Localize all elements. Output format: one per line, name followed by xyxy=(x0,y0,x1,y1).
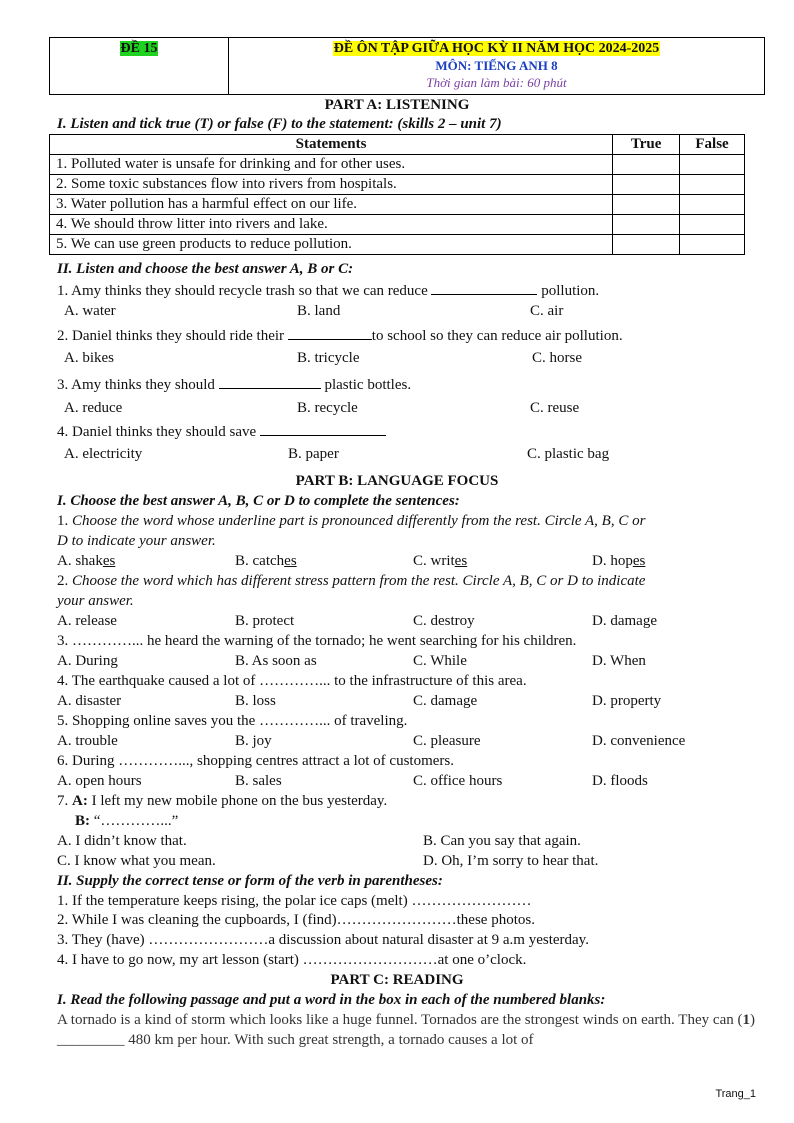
option[interactable]: D. floods xyxy=(592,773,648,789)
mc-q4: 4. The earthquake caused a lot of …………... to the infrastructure of this area. xyxy=(57,673,527,689)
q1-text: 1. Amy thinks they should recycle trash so that we can reduce xyxy=(57,283,428,299)
part-b-title: PART B: LANGUAGE FOCUS xyxy=(295,473,499,489)
blank-number: 1 xyxy=(742,1012,750,1028)
option[interactable]: C. horse xyxy=(532,350,582,366)
option[interactable]: B. tricycle xyxy=(297,350,360,366)
false-checkbox-cell[interactable] xyxy=(680,215,745,235)
mc-q2-line2: your answer. xyxy=(57,593,134,609)
q2-text-end: to school so they can reduce air pollution. xyxy=(371,328,623,344)
passage-text: A tornado is a kind of storm which looks like a huge funnel. Tornados are the strongest winds on earth. They can ( xyxy=(57,1012,743,1028)
verb-q4: 4. I have to go now, my art lesson (start) ………………………at one o’clock. xyxy=(57,952,527,968)
option[interactable]: A. reduce xyxy=(64,400,123,416)
answer-blank[interactable] xyxy=(260,421,386,436)
mc-q1-line1 xyxy=(57,511,645,531)
verb-q2: 2. While I was cleaning the cupboards, I (find)……………………these photos. xyxy=(57,912,535,928)
option[interactable]: C. destroy xyxy=(413,613,475,629)
option[interactable]: A. trouble xyxy=(57,733,118,749)
option[interactable]: B. Can you say that again. xyxy=(423,833,581,849)
q1-number: 1. xyxy=(57,513,69,529)
mc-q6: 6. During …………..., shopping centres attract a lot of customers. xyxy=(57,753,455,769)
q1-instruction: Choose the word whose underline part is pronounced differently from the rest. Circle A, B, C or xyxy=(72,513,646,529)
statement-cell: 2. Some toxic substances flow into rivers from hospitals. xyxy=(50,175,613,195)
speaker-a-text: I left my new mobile phone on the bus yesterday. xyxy=(91,793,388,809)
q3-text: 3. Amy thinks they should xyxy=(57,377,215,393)
mc-q3: 3. …………... he heard the warning of the tornado; he went searching for his children. xyxy=(57,633,577,649)
true-checkbox-cell[interactable] xyxy=(613,215,680,235)
answer-blank[interactable] xyxy=(431,280,537,295)
exam-subject: MÔN: TIẾNG ANH 8 xyxy=(435,58,558,73)
option[interactable]: C. While xyxy=(413,653,467,669)
mc-q1-line2: D to indicate your answer. xyxy=(57,533,216,549)
option[interactable]: B. protect xyxy=(235,613,295,629)
option[interactable]: D. hopes xyxy=(592,553,646,569)
listening-q2 xyxy=(57,325,623,346)
speaker-b-text: “…………...” xyxy=(93,813,179,829)
statement-cell: 3. Water pollution has a harmful effect on our life. xyxy=(50,195,613,215)
speaker-b-label: B: xyxy=(75,813,90,829)
mc-q7-line-a xyxy=(57,791,387,811)
false-checkbox-cell[interactable] xyxy=(680,235,745,255)
statements-table xyxy=(49,134,745,255)
passage-text-cont: ) _________ 480 km per hour. With such great strength, a tornado causes a lot of xyxy=(57,1012,755,1048)
mc-q7-line-b xyxy=(75,811,178,831)
exam-time: Thời gian làm bài: 60 phút xyxy=(426,75,567,90)
option[interactable]: B. loss xyxy=(235,693,276,709)
table-header-row xyxy=(50,135,745,155)
exam-title: ĐỀ ÔN TẬP GIỮA HỌC KỲ II NĂM HỌC 2024-2025 xyxy=(333,41,660,56)
part-a-title: PART A: LISTENING xyxy=(324,97,470,113)
option[interactable]: A. I didn’t know that. xyxy=(57,833,187,849)
option[interactable]: B. land xyxy=(297,303,341,319)
true-checkbox-cell[interactable] xyxy=(613,175,680,195)
q3-text-end: plastic bottles. xyxy=(324,377,412,393)
q1-text-end: pollution. xyxy=(541,283,600,299)
part-a-section2-title: II. Listen and choose the best answer A, B or C: xyxy=(57,261,354,277)
option[interactable]: A. water xyxy=(64,303,116,319)
part-c-title: PART C: READING xyxy=(330,972,464,988)
listening-q4 xyxy=(57,421,386,442)
option[interactable]: D. property xyxy=(592,693,662,709)
true-checkbox-cell[interactable] xyxy=(613,195,680,215)
option[interactable]: A. disaster xyxy=(57,693,122,709)
header-box xyxy=(49,37,765,95)
option[interactable]: C. damage xyxy=(413,693,478,709)
option[interactable]: C. pleasure xyxy=(413,733,481,749)
answer-blank[interactable] xyxy=(219,374,321,389)
table-row xyxy=(50,235,745,255)
false-checkbox-cell[interactable] xyxy=(680,175,745,195)
option[interactable]: A. shakes xyxy=(57,553,116,569)
true-checkbox-cell[interactable] xyxy=(613,235,680,255)
page-number: Trang_1 xyxy=(715,1088,756,1100)
col-false: False xyxy=(680,135,745,155)
statement-cell: 4. We should throw litter into rivers and lake. xyxy=(50,215,613,235)
table-row xyxy=(50,155,745,175)
col-true: True xyxy=(613,135,680,155)
option[interactable]: D. damage xyxy=(592,613,657,629)
option[interactable]: C. reuse xyxy=(530,400,580,416)
listening-q1 xyxy=(57,280,599,301)
verb-q1: 1. If the temperature keeps rising, the polar ice caps (melt) …………………… xyxy=(57,893,532,909)
option[interactable]: D. When xyxy=(592,653,646,669)
col-statements: Statements xyxy=(50,135,613,155)
q2-instruction: Choose the word which has different stress pattern from the rest. Circle A, B, C or D to indicate xyxy=(72,573,646,589)
option[interactable]: A. bikes xyxy=(64,350,114,366)
table-row xyxy=(50,175,745,195)
verb-q3: 3. They (have) ……………………a discussion about natural disaster at 9 a.m yesterday. xyxy=(57,932,589,948)
listening-q3 xyxy=(57,374,411,395)
option[interactable]: B. recycle xyxy=(297,400,358,416)
speaker-a-label: A: xyxy=(72,793,88,809)
exam-code: ĐỀ 15 xyxy=(120,41,158,56)
true-checkbox-cell[interactable] xyxy=(613,155,680,175)
statement-cell: 5. We can use green products to reduce pollution. xyxy=(50,235,613,255)
option[interactable]: C. air xyxy=(530,303,564,319)
option[interactable]: B. catches xyxy=(235,553,297,569)
option[interactable]: C. plastic bag xyxy=(527,446,610,462)
q2-number: 2. xyxy=(57,573,69,589)
option[interactable]: A. open hours xyxy=(57,773,142,789)
option[interactable]: B. paper xyxy=(288,446,339,462)
answer-blank[interactable] xyxy=(288,325,372,340)
part-a-section1-title: I. Listen and tick true (T) or false (F) to the statement: (skills 2 – unit 7) xyxy=(57,116,502,132)
false-checkbox-cell[interactable] xyxy=(680,155,745,175)
part-b-section2-title: II. Supply the correct tense or form of the verb in parentheses: xyxy=(57,873,443,889)
option[interactable]: A. release xyxy=(57,613,117,629)
option[interactable]: B. As soon as xyxy=(235,653,317,669)
mc-q5: 5. Shopping online saves you the …………... of traveling. xyxy=(57,713,408,729)
option[interactable]: C. I know what you mean. xyxy=(57,853,216,869)
false-checkbox-cell[interactable] xyxy=(680,195,745,215)
option[interactable]: D. convenience xyxy=(592,733,686,749)
q2-text: 2. Daniel thinks they should ride their xyxy=(57,328,285,344)
mc-q2-line1 xyxy=(57,571,645,591)
header-right-cell xyxy=(229,38,764,94)
option[interactable]: C. office hours xyxy=(413,773,503,789)
option[interactable]: D. Oh, I’m sorry to hear that. xyxy=(423,853,599,869)
reading-passage xyxy=(57,1010,755,1050)
option[interactable]: C. writes xyxy=(413,553,468,569)
option[interactable]: B. joy xyxy=(235,733,272,749)
statement-cell: 1. Polluted water is unsafe for drinking and for other uses. xyxy=(50,155,613,175)
part-b-section1-title: I. Choose the best answer A, B, C or D to complete the sentences: xyxy=(57,493,460,509)
q4-text: 4. Daniel thinks they should save xyxy=(57,424,257,440)
option[interactable]: B. sales xyxy=(235,773,282,789)
option[interactable]: A. electricity xyxy=(64,446,143,462)
header-left-cell xyxy=(50,38,229,94)
option[interactable]: A. During xyxy=(57,653,118,669)
q7-number: 7. xyxy=(57,793,69,809)
part-c-section1-title: I. Read the following passage and put a word in the box in each of the numbered blanks: xyxy=(57,992,606,1008)
table-row xyxy=(50,215,745,235)
table-row xyxy=(50,195,745,215)
